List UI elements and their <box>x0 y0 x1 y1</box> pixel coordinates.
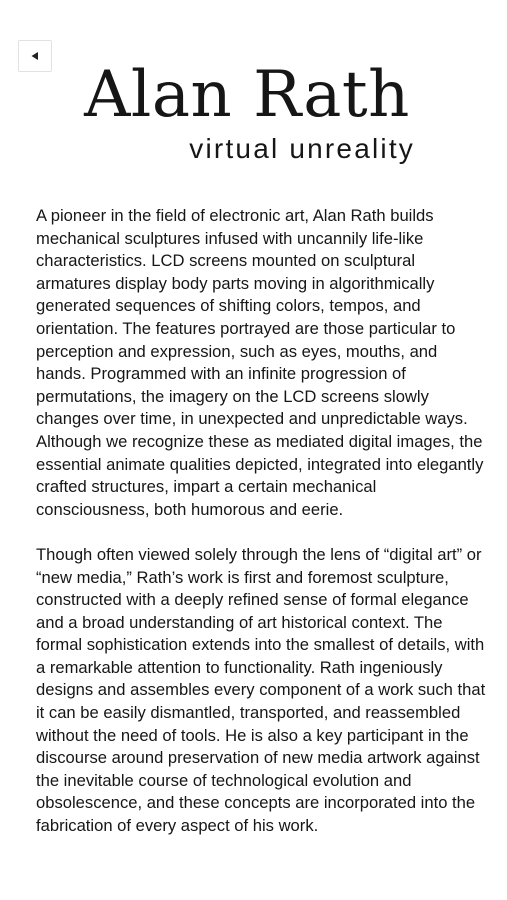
article-body <box>36 205 488 860</box>
article-paragraph: Though often viewed solely through the lens of “digital art” or “new media,” Rath’s work is first and foremost sculpture, constructed with a deeply refined sense of formal elegance and a broad understanding of art historical context. The formal sophistication extends into the smallest of details, with a remarkable attention to functionality. Rath ingeniously designs and assembles every component of a work such that it can be easily dismantled, transported, and reassembled without the need of tools. He is also a key participant in the discourse around preservation of new media artwork against the inevitable course of technological evolution and obsolescence, and these concepts are incorporated into the fabrication of every aspect of his work. <box>36 544 486 836</box>
page-subtitle: virtual unreality <box>189 133 415 164</box>
article-paragraph: A pioneer in the field of electronic art, Alan Rath builds mechanical sculptures infused with uncannily life-like characteristics. LCD screens mounted on sculptural armatures display body parts moving in algorithmically generated sequences of shifting colors, tempos, and orientation. The features portrayed are those particular to perception and expression, such as eyes, mouths, and hands. Programmed with an infinite progression of permutations, the imagery on the LCD screens slowly changes over time, in unexpected and unpredictable ways. Although we recognize these as mediated digital images, the essential animate qualities depicted, integrated into elegantly crafted structures, impart a certain mechanical consciousness, both humorous and eerie. <box>36 206 484 519</box>
page-title: Alan Rath <box>84 58 410 132</box>
